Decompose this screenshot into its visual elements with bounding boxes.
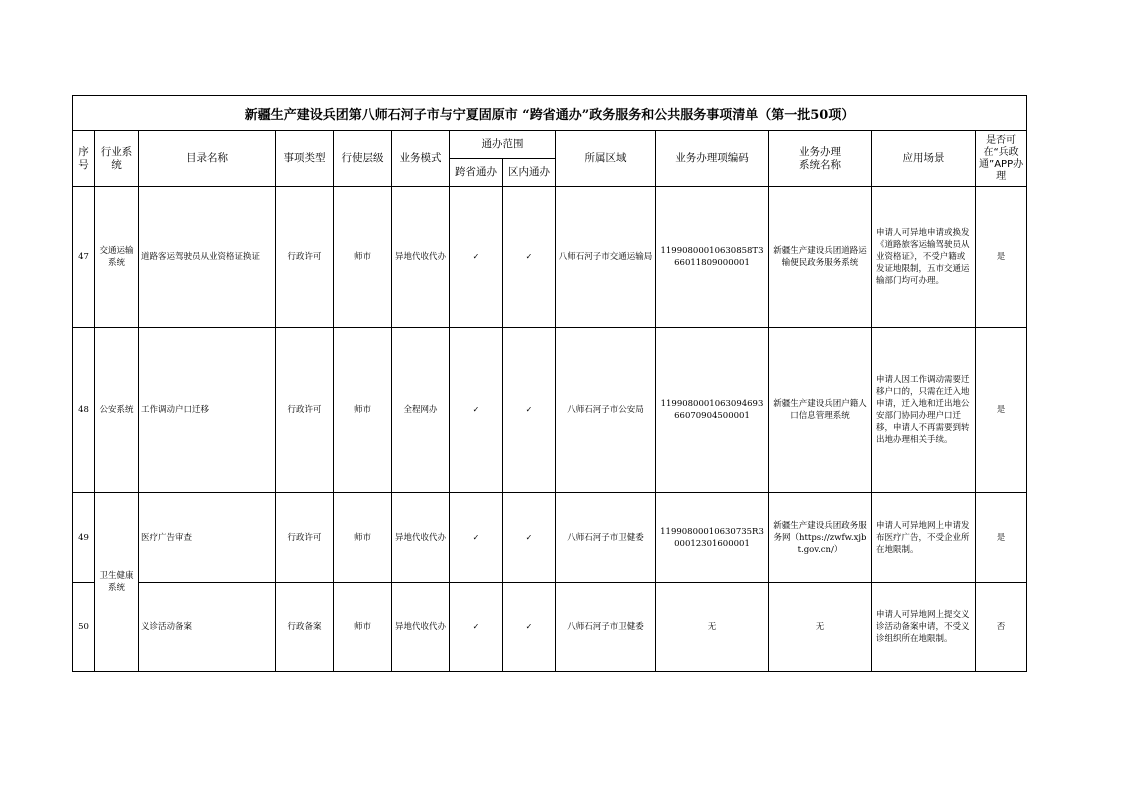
- cell-system: 新疆生产建设兵团政务服务网（https://zwfw.xjbt.gov.cn/）: [769, 493, 872, 583]
- cell-seq: 50: [73, 583, 95, 672]
- header-system: 业务办理 系统名称: [769, 131, 872, 187]
- cell-type: 行政许可: [276, 328, 334, 493]
- cell-catalog: 义诊活动备案: [139, 583, 276, 672]
- header-scope-inner: 区内通办: [503, 159, 556, 187]
- cell-type: 行政许可: [276, 493, 334, 583]
- header-mode: 业务模式: [392, 131, 450, 187]
- cell-scenario: 申请人因工作调动需要迁移户口的，只需在迁入地申请，迁入地和迁出地公安部门协同办理户口迁移，申请人不再需要到转出地办理相关手续。: [872, 328, 976, 493]
- cell-type: 行政备案: [276, 583, 334, 672]
- cell-catalog: 道路客运驾驶员从业资格证换证: [139, 187, 276, 328]
- cell-mode: 异地代收代办: [392, 583, 450, 672]
- cell-code: 无: [656, 583, 769, 672]
- table-title: 新疆生产建设兵团第八师石河子市与宁夏固原市 “跨省通办”政务服务和公共服务事项清单（第一批50项）: [73, 96, 1027, 131]
- cell-mode: 全程网办: [392, 328, 450, 493]
- cell-catalog: 工作调动户口迁移: [139, 328, 276, 493]
- cell-region: 八师石河子市公安局: [556, 328, 656, 493]
- header-region: 所属区域: [556, 131, 656, 187]
- check-cross-icon: ✓: [450, 328, 503, 493]
- cell-app: 是: [976, 187, 1027, 328]
- cell-system: 新疆生产建设兵团道路运输便民政务服务系统: [769, 187, 872, 328]
- cell-code: 11990800010630735R300012301600001: [656, 493, 769, 583]
- header-scenario: 应用场景: [872, 131, 976, 187]
- service-table: [72, 95, 1027, 672]
- cell-industry: 交通运输系统: [95, 187, 139, 328]
- cell-system: 无: [769, 583, 872, 672]
- cell-mode: 异地代收代办: [392, 493, 450, 583]
- check-inner-icon: ✓: [503, 583, 556, 672]
- cell-catalog: 医疗广告审查: [139, 493, 276, 583]
- cell-system: 新疆生产建设兵团户籍人口信息管理系统: [769, 328, 872, 493]
- cell-region: 八师石河子市卫健委: [556, 493, 656, 583]
- header-industry: 行业系统: [95, 131, 139, 187]
- cell-seq: 47: [73, 187, 95, 328]
- cell-level: 师市: [334, 583, 392, 672]
- header-code: 业务办理项编码: [656, 131, 769, 187]
- cell-level: 师市: [334, 187, 392, 328]
- cell-app: 否: [976, 583, 1027, 672]
- header-seq: 序号: [73, 131, 95, 187]
- cell-level: 师市: [334, 328, 392, 493]
- cell-level: 师市: [334, 493, 392, 583]
- table-row: [73, 187, 1027, 328]
- header-app: 是否可在“兵政通”APP办理: [976, 131, 1027, 187]
- cell-industry: 公安系统: [95, 328, 139, 493]
- table-row: [73, 493, 1027, 583]
- table-row: [73, 328, 1027, 493]
- header-type: 事项类型: [276, 131, 334, 187]
- cell-scenario: 申请人可异地网上申请发布医疗广告，不受企业所在地限制。: [872, 493, 976, 583]
- header-scope-cross: 跨省通办: [450, 159, 503, 187]
- check-cross-icon: ✓: [450, 583, 503, 672]
- cell-region: 八师石河子市卫健委: [556, 583, 656, 672]
- header-catalog: 目录名称: [139, 131, 276, 187]
- check-inner-icon: ✓: [503, 328, 556, 493]
- header-level: 行使层级: [334, 131, 392, 187]
- check-cross-icon: ✓: [450, 493, 503, 583]
- cell-code: 11990800010630858T366011809000001: [656, 187, 769, 328]
- cell-type: 行政许可: [276, 187, 334, 328]
- cell-seq: 48: [73, 328, 95, 493]
- cell-scenario: 申请人可异地网上提交义诊活动备案申请，不受义诊组织所在地限制。: [872, 583, 976, 672]
- cell-app: 是: [976, 493, 1027, 583]
- cell-mode: 异地代收代办: [392, 187, 450, 328]
- header-scope: 通办范围: [450, 131, 556, 159]
- table-row: [73, 583, 1027, 672]
- cell-industry: 卫生健康系统: [95, 493, 139, 672]
- service-list-sheet: [72, 95, 1026, 672]
- cell-region: 八师石河子市交通运输局: [556, 187, 656, 328]
- cell-seq: 49: [73, 493, 95, 583]
- cell-scenario: 申请人可异地申请或换发《道路旅客运输驾驶员从业资格证》，不受户籍或发证地限制，五市交通运输部门均可办理。: [872, 187, 976, 328]
- cell-code: 11990800010630946936607090450000​1: [656, 328, 769, 493]
- cell-app: 是: [976, 328, 1027, 493]
- check-inner-icon: ✓: [503, 187, 556, 328]
- check-inner-icon: ✓: [503, 493, 556, 583]
- check-cross-icon: ✓: [450, 187, 503, 328]
